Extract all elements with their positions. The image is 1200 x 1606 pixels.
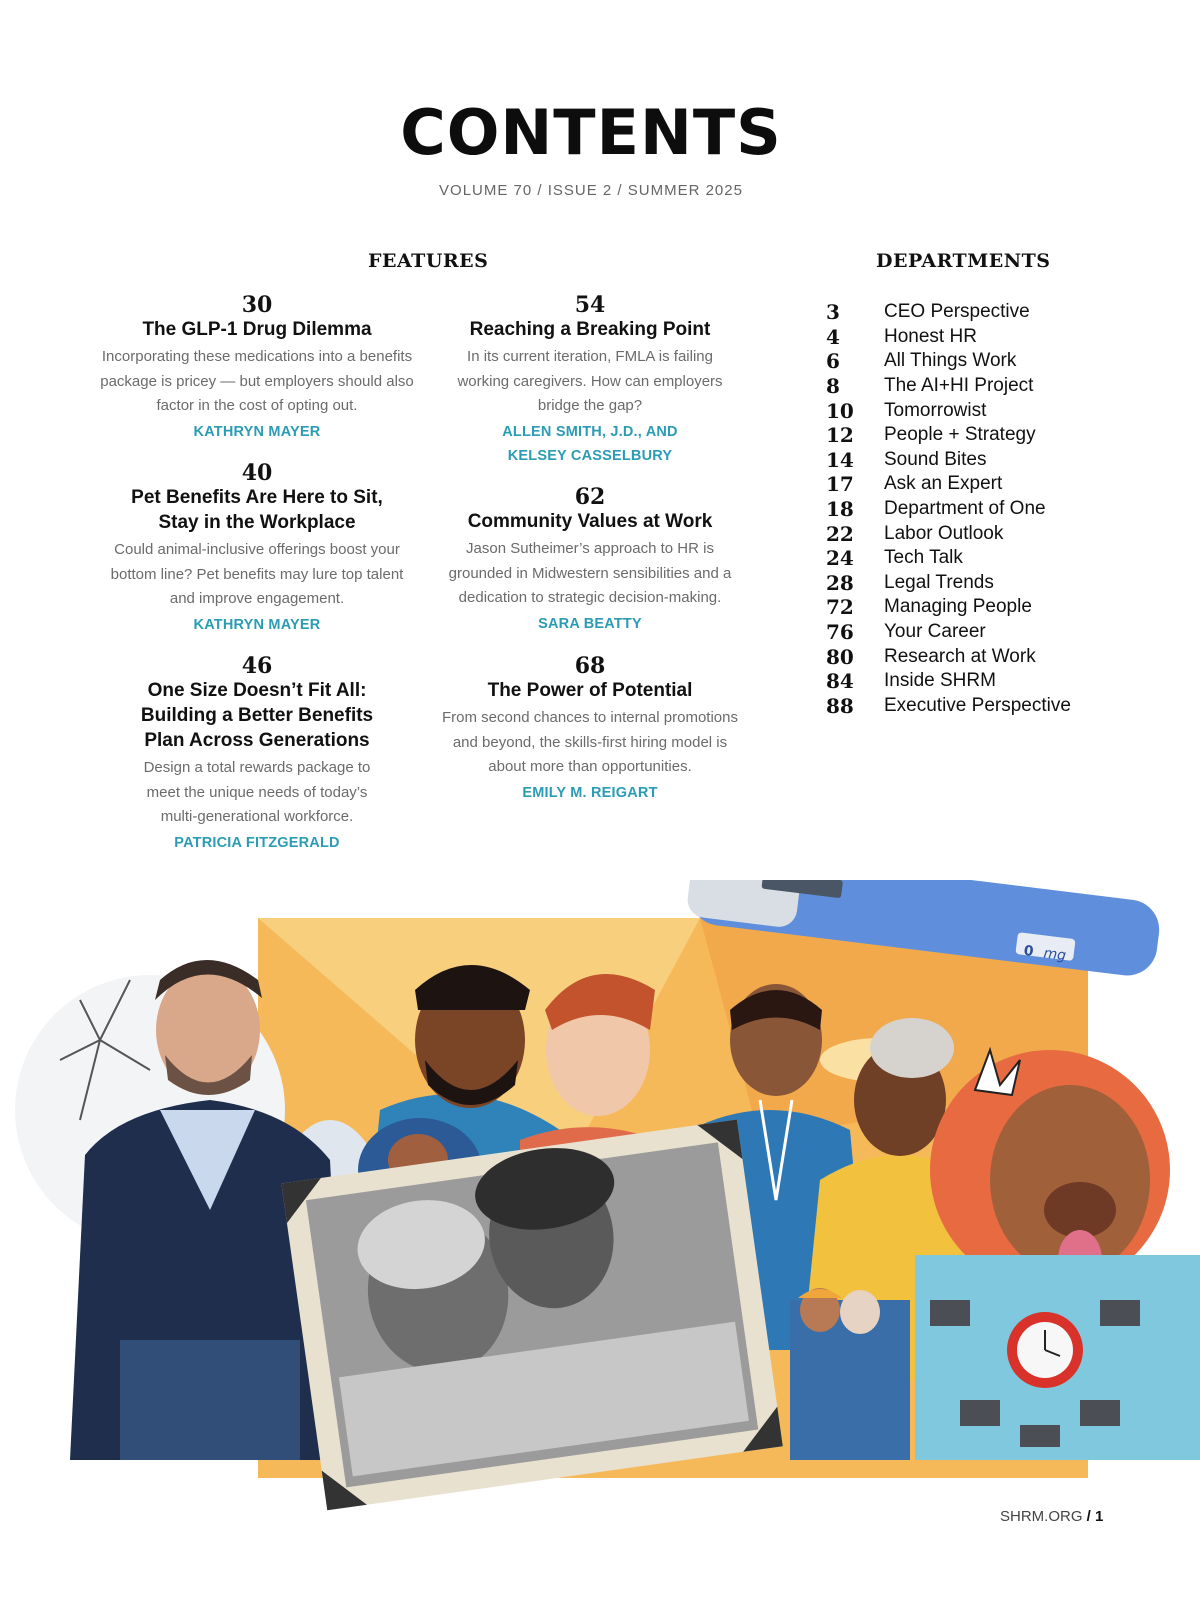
- department-item[interactable]: [826, 423, 1126, 448]
- feature-author: SARA BEATTY: [538, 615, 642, 632]
- feature-page-number: 68: [574, 653, 606, 679]
- department-page-number: 84: [826, 669, 854, 694]
- black-and-white-photo: [281, 1119, 782, 1510]
- feature-title[interactable]: One Size Doesn’t Fit All: Building a Better Benefits Plan Across Generations: [140, 680, 374, 751]
- feature-item[interactable]: [430, 654, 750, 805]
- department-item[interactable]: [826, 448, 1126, 473]
- department-page-number: 12: [826, 423, 854, 448]
- feature-description: Design a total rewards package to meet the unique needs of today’s multi-generational workforce.: [143, 759, 371, 825]
- department-item[interactable]: [826, 546, 1126, 571]
- department-item[interactable]: [826, 620, 1126, 645]
- pen-dose-label: mg: [1042, 945, 1067, 965]
- page-title: CONTENTS: [400, 96, 782, 169]
- department-page-number: 8: [826, 374, 840, 399]
- illustrated-couple-small: [790, 1288, 910, 1460]
- feature-title[interactable]: Reaching a Breaking Point: [469, 319, 711, 340]
- feature-item[interactable]: [430, 293, 750, 468]
- feature-page-number: 30: [241, 292, 273, 318]
- department-item[interactable]: [826, 694, 1126, 719]
- department-page-number: 17: [826, 472, 854, 497]
- feature-author: KATHRYN MAYER: [193, 616, 321, 633]
- department-item[interactable]: [826, 349, 1126, 374]
- department-label[interactable]: The AI+HI Project: [884, 375, 1034, 397]
- department-page-number: 18: [826, 497, 854, 522]
- department-page-number: 6: [826, 349, 840, 374]
- feature-author: KATHRYN MAYER: [193, 423, 321, 440]
- dog-photo: [930, 1050, 1170, 1290]
- feature-description: From second chances to internal promotions and beyond, the skills-first hiring model is about more than opportunities.: [442, 709, 738, 775]
- feature-page-number: 54: [574, 292, 606, 318]
- department-page-number: 80: [826, 644, 854, 669]
- department-item[interactable]: [826, 669, 1126, 694]
- department-page-number: 14: [826, 447, 854, 472]
- feature-item[interactable]: [97, 654, 417, 855]
- clock-and-laptops-photo: [915, 1255, 1200, 1460]
- department-label[interactable]: Ask an Expert: [884, 473, 1003, 495]
- department-label[interactable]: Research at Work: [884, 645, 1036, 667]
- department-page-number: 4: [826, 324, 840, 349]
- feature-title[interactable]: The GLP-1 Drug Dilemma: [142, 319, 372, 340]
- feature-page-number: 62: [574, 484, 606, 510]
- department-label[interactable]: Labor Outlook: [884, 522, 1004, 544]
- page-footer: SHRM.ORG / 1: [1000, 1508, 1104, 1525]
- department-label[interactable]: Sound Bites: [884, 448, 987, 470]
- feature-author: ALLEN SMITH, J.D., AND KELSEY CASSELBURY: [502, 423, 678, 464]
- department-item[interactable]: [826, 374, 1126, 399]
- department-item[interactable]: [826, 595, 1126, 620]
- feature-description: Could animal-inclusive offerings boost your bottom line? Pet benefits may lure top talent and improve engagement.: [110, 541, 404, 607]
- department-label[interactable]: Your Career: [884, 621, 986, 643]
- department-page-number: 3: [826, 300, 840, 325]
- department-label[interactable]: People + Strategy: [884, 424, 1036, 446]
- department-item[interactable]: [826, 472, 1126, 497]
- issue-info: VOLUME 70 / ISSUE 2 / SUMMER 2025: [439, 182, 743, 199]
- feature-item[interactable]: [97, 461, 417, 637]
- department-item[interactable]: [826, 644, 1126, 669]
- feature-description: Incorporating these medications into a benefits package is pricey — but employers should also factor in the cost of opting out.: [100, 348, 414, 414]
- feature-description: In its current iteration, FMLA is failing working caregivers. How can employers bridge the gap?: [457, 348, 723, 414]
- feature-item[interactable]: [430, 485, 750, 636]
- department-label[interactable]: Honest HR: [884, 325, 977, 347]
- department-page-number: 10: [826, 398, 854, 423]
- department-page-number: 22: [826, 521, 854, 546]
- department-label[interactable]: CEO Perspective: [884, 301, 1030, 323]
- feature-title[interactable]: Pet Benefits Are Here to Sit, Stay in the Workplace: [131, 487, 383, 533]
- department-label[interactable]: Inside SHRM: [884, 670, 996, 692]
- department-item[interactable]: [826, 325, 1126, 350]
- department-label[interactable]: All Things Work: [884, 350, 1017, 372]
- feature-title[interactable]: The Power of Potential: [487, 680, 693, 701]
- department-item[interactable]: [826, 398, 1126, 423]
- departments-list: [826, 300, 1126, 718]
- feature-item[interactable]: [97, 293, 417, 444]
- department-page-number: 72: [826, 595, 854, 620]
- department-label[interactable]: Tech Talk: [884, 547, 963, 569]
- department-label[interactable]: Tomorrowist: [884, 399, 987, 421]
- departments-heading: DEPARTMENTS: [876, 250, 1051, 272]
- feature-title[interactable]: Community Values at Work: [467, 511, 713, 532]
- department-page-number: 76: [826, 620, 854, 645]
- features-heading: FEATURES: [368, 250, 489, 272]
- department-page-number: 88: [826, 693, 854, 718]
- footer-page-number: 1: [1095, 1508, 1104, 1525]
- department-label[interactable]: Managing People: [884, 596, 1032, 618]
- department-item[interactable]: [826, 521, 1126, 546]
- department-item[interactable]: [826, 497, 1126, 522]
- department-item[interactable]: [826, 300, 1126, 325]
- footer-site[interactable]: SHRM.ORG: [1000, 1508, 1083, 1525]
- department-label[interactable]: Executive Perspective: [884, 694, 1071, 716]
- feature-description: Jason Sutheimer’s approach to HR is grounded in Midwestern sensibilities and a dedication to strategic decision-making.: [448, 540, 732, 606]
- cover-collage-illustration: [0, 880, 1200, 1580]
- feature-author: PATRICIA FITZGERALD: [174, 834, 340, 851]
- department-page-number: 24: [826, 546, 854, 571]
- feature-page-number: 46: [241, 653, 273, 679]
- feature-author: EMILY M. REIGART: [522, 784, 658, 801]
- department-label[interactable]: Department of One: [884, 498, 1046, 520]
- department-label[interactable]: Legal Trends: [884, 571, 994, 593]
- department-page-number: 28: [826, 570, 854, 595]
- pen-dial-readout: 0: [1022, 943, 1035, 961]
- department-item[interactable]: [826, 571, 1126, 596]
- feature-page-number: 40: [241, 460, 273, 486]
